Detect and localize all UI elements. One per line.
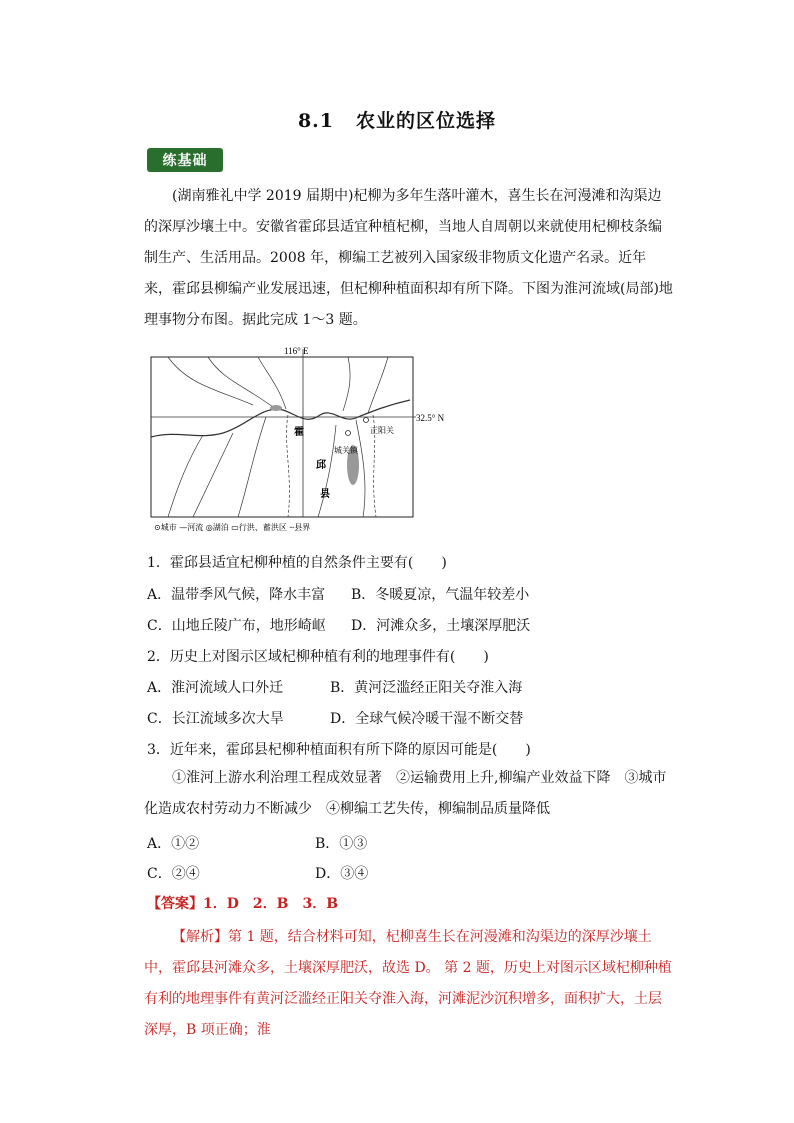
q1-option-a[interactable]: A．温带季风气候，降水丰富 bbox=[147, 587, 326, 603]
huaihe-map bbox=[148, 345, 452, 533]
section-badge: 练基础 bbox=[147, 148, 223, 172]
analysis-paragraph: 【解析】第 1 题，结合材料可知，杞柳喜生长在河漫滩和沟渠边的深厚沙壤土中，霍邱县河滩众多，土壤深厚肥沃，故选 D。 第 2 题，历史上对图示区域杞柳种植有利的地理事件有黄河泛滥经正阳关夺淮入海，河滩泥沙沉积增多，面积扩大，土层深厚，B 项正确；淮 bbox=[144, 929, 672, 1038]
place-label: 正阳关 bbox=[370, 426, 394, 435]
place-label: 邱 bbox=[316, 460, 326, 471]
place-label: 县 bbox=[320, 489, 330, 500]
place-label: 霍 bbox=[294, 427, 304, 438]
answer-line: 【答案】1．D 2．B 3．B bbox=[147, 896, 339, 912]
q2-option-b[interactable]: B．黄河泛滥经正阳关夺淮入海 bbox=[330, 680, 523, 696]
q2-option-c[interactable]: C．长江流域多次大旱 bbox=[147, 711, 284, 727]
page-title: 8.1 农业的区位选择 bbox=[297, 110, 497, 132]
question-2-stem: 2．历史上对图示区域杞柳种植有利的地理事件有( ) bbox=[147, 649, 489, 665]
q2-option-d[interactable]: D．全球气候冷暖干湿不断交替 bbox=[330, 711, 524, 727]
q1-option-d[interactable]: D．河滩众多，土壤深厚肥沃 bbox=[351, 618, 531, 634]
map-legend: ⊙城市 —河流 ◎湖泊 ▭行洪、蓄洪区 ┄县界 bbox=[154, 523, 311, 532]
q3-option-d[interactable]: D．③④ bbox=[315, 866, 369, 882]
q2-option-a[interactable]: A．淮河流域人口外迁 bbox=[147, 680, 284, 696]
intro-paragraph: (湖南雅礼中学 2019 届期中)杞柳为多年生落叶灌木，喜生长在河漫滩和沟渠边的深厚沙壤土中。安徽省霍邱县适宜种植杞柳，当地人自周朝以来就使用杞柳枝条编制生产、生活用品。2008 年，柳编工艺被列入国家级非物质文化遗产名录。近年来，霍邱县柳编产业发展迅速，但杞柳种植面积却有所下降。下图为淮河流域(局部)地理事物分布图。据此完成 1～3 题。 bbox=[144, 188, 673, 328]
q3-option-a[interactable]: A．①② bbox=[147, 836, 200, 852]
q3-option-c[interactable]: C．②④ bbox=[147, 866, 200, 882]
lat-label: 32.5° N bbox=[416, 413, 445, 423]
place-label: 城关镇 bbox=[334, 446, 358, 455]
q3-option-b[interactable]: B．①③ bbox=[315, 836, 368, 852]
question-3-stem: 3．近年来，霍邱县杞柳种植面积有所下降的原因可能是( ) bbox=[147, 742, 531, 758]
q1-option-c[interactable]: C．山地丘陵广布，地形崎岖 bbox=[147, 618, 326, 634]
question-3-body: ①淮河上游水利治理工程成效显著 ②运输费用上升,柳编产业效益下降 ③城市化造成农村劳动力不断减少 ④柳编工艺失传，柳编制品质量降低 bbox=[144, 770, 667, 817]
lon-label: 116° E bbox=[284, 346, 309, 356]
q1-option-b[interactable]: B．冬暖夏凉，气温年较差小 bbox=[351, 587, 530, 603]
question-1-stem: 1．霍邱县适宜杞柳种植的自然条件主要有( ) bbox=[147, 555, 447, 571]
